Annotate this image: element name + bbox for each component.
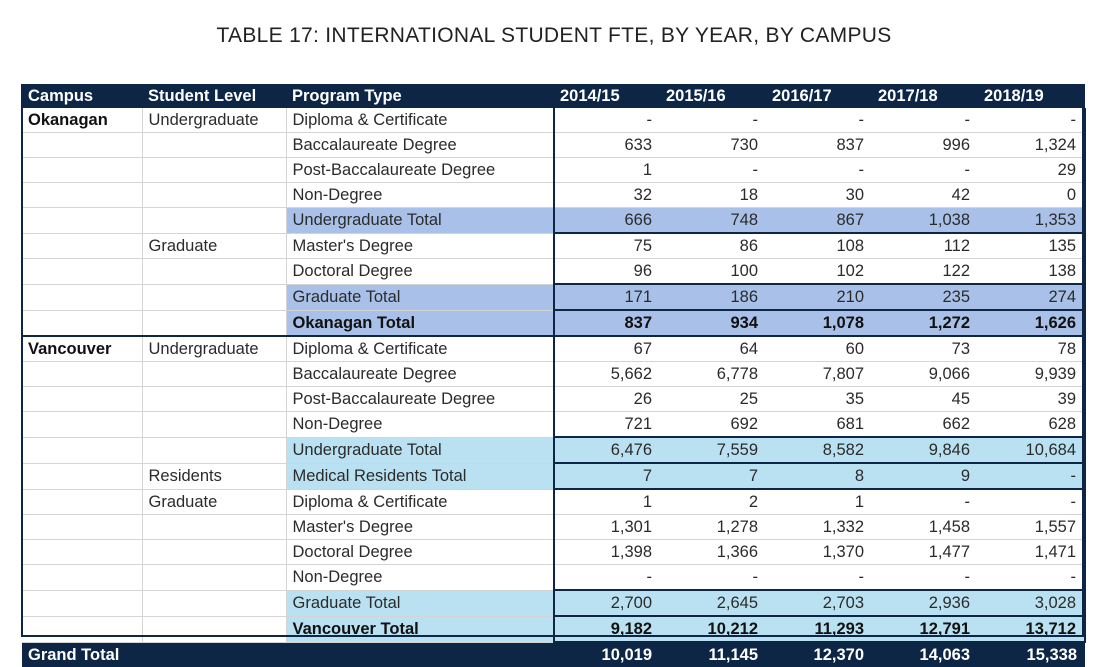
value-cell: 681 <box>766 412 872 438</box>
table-row <box>22 412 1085 438</box>
value-cell: 1,078 <box>766 310 872 336</box>
value-cell: 2,700 <box>554 590 660 616</box>
value-cell: 1,370 <box>766 540 872 565</box>
header-campus: Campus <box>22 84 142 108</box>
value-cell: 2,703 <box>766 590 872 616</box>
value-cell: 11,293 <box>766 616 872 642</box>
table-row <box>22 183 1085 208</box>
value-cell: 867 <box>766 208 872 234</box>
program-type-cell: Vancouver Total <box>286 616 554 642</box>
value-cell: 1,366 <box>660 540 766 565</box>
value-cell: - <box>978 565 1085 591</box>
campus-cell: Vancouver <box>22 336 142 362</box>
header-year: 2016/17 <box>766 84 872 108</box>
campus-cell <box>22 233 142 259</box>
value-cell: 96 <box>554 259 660 285</box>
value-cell: 7 <box>660 463 766 489</box>
value-cell: 75 <box>554 233 660 259</box>
campus-cell <box>22 183 142 208</box>
value-cell: 1,332 <box>766 515 872 540</box>
value-cell: 2,936 <box>872 590 978 616</box>
value-cell: 29 <box>978 158 1085 183</box>
student-level-cell <box>142 412 286 438</box>
program-type-cell: Post-Baccalaureate Degree <box>286 158 554 183</box>
value-cell: 692 <box>660 412 766 438</box>
value-cell: 86 <box>660 233 766 259</box>
value-cell: 666 <box>554 208 660 234</box>
student-level-cell <box>142 437 286 463</box>
table-row <box>22 208 1085 234</box>
value-cell: 9,066 <box>872 362 978 387</box>
value-cell: 1,301 <box>554 515 660 540</box>
table-row <box>22 387 1085 412</box>
program-type-cell: Non-Degree <box>286 565 554 591</box>
value-cell: 1,477 <box>872 540 978 565</box>
value-cell: 721 <box>554 412 660 438</box>
value-cell: 662 <box>872 412 978 438</box>
campus-cell <box>22 565 142 591</box>
value-cell: 3,028 <box>978 590 1085 616</box>
student-level-cell <box>142 183 286 208</box>
value-cell: 2 <box>660 489 766 515</box>
student-level-cell: Graduate <box>142 233 286 259</box>
value-cell: 1,353 <box>978 208 1085 234</box>
value-cell: 837 <box>554 310 660 336</box>
value-cell: 5,662 <box>554 362 660 387</box>
campus-cell: Okanagan <box>22 108 142 133</box>
table-row <box>22 158 1085 183</box>
value-cell: 1 <box>554 489 660 515</box>
program-type-cell: Post-Baccalaureate Degree <box>286 387 554 412</box>
student-level-cell: Undergraduate <box>142 336 286 362</box>
program-type-cell: Undergraduate Total <box>286 437 554 463</box>
student-level-cell <box>142 259 286 285</box>
value-cell: 1,278 <box>660 515 766 540</box>
value-cell: 210 <box>766 284 872 310</box>
value-cell: 35 <box>766 387 872 412</box>
program-type-cell: Doctoral Degree <box>286 259 554 285</box>
campus-cell <box>22 362 142 387</box>
value-cell: 60 <box>766 336 872 362</box>
table-row <box>22 233 1085 259</box>
value-cell: 18 <box>660 183 766 208</box>
student-level-cell: Graduate <box>142 489 286 515</box>
value-cell: 9,182 <box>554 616 660 642</box>
student-level-cell <box>142 540 286 565</box>
header-row <box>22 84 1085 108</box>
value-cell: 45 <box>872 387 978 412</box>
student-level-cell <box>142 284 286 310</box>
student-level-cell: Undergraduate <box>142 108 286 133</box>
grand-total-value: 12,370 <box>766 642 872 667</box>
table-row <box>22 284 1085 310</box>
value-cell: 1 <box>554 158 660 183</box>
value-cell: 6,778 <box>660 362 766 387</box>
student-level-cell: Residents <box>142 463 286 489</box>
value-cell: - <box>554 565 660 591</box>
value-cell: 837 <box>766 133 872 158</box>
grand-total-value: 11,145 <box>660 642 766 667</box>
program-type-cell: Graduate Total <box>286 284 554 310</box>
value-cell: 12,791 <box>872 616 978 642</box>
value-cell: 13,712 <box>978 616 1085 642</box>
value-cell: - <box>872 108 978 133</box>
program-type-cell: Graduate Total <box>286 590 554 616</box>
value-cell: 135 <box>978 233 1085 259</box>
value-cell: - <box>978 108 1085 133</box>
program-type-cell: Diploma & Certificate <box>286 489 554 515</box>
value-cell: 138 <box>978 259 1085 285</box>
program-type-cell: Okanagan Total <box>286 310 554 336</box>
value-cell: 102 <box>766 259 872 285</box>
value-cell: - <box>978 489 1085 515</box>
value-cell: 73 <box>872 336 978 362</box>
value-cell: 274 <box>978 284 1085 310</box>
campus-cell <box>22 463 142 489</box>
value-cell: 628 <box>978 412 1085 438</box>
header-year: 2018/19 <box>978 84 1085 108</box>
value-cell: 10,684 <box>978 437 1085 463</box>
program-type-cell: Baccalaureate Degree <box>286 133 554 158</box>
table-row <box>22 108 1085 133</box>
value-cell: 9,846 <box>872 437 978 463</box>
grand-total-value: 10,019 <box>554 642 660 667</box>
student-level-cell <box>142 515 286 540</box>
value-cell: 26 <box>554 387 660 412</box>
student-level-cell <box>142 310 286 336</box>
value-cell: 7,559 <box>660 437 766 463</box>
campus-cell <box>22 158 142 183</box>
program-type-cell: Non-Degree <box>286 183 554 208</box>
table-row <box>22 540 1085 565</box>
value-cell: 0 <box>978 183 1085 208</box>
program-type-cell: Diploma & Certificate <box>286 108 554 133</box>
table-row <box>22 336 1085 362</box>
table-row <box>22 463 1085 489</box>
value-cell: - <box>660 108 766 133</box>
student-level-cell <box>142 590 286 616</box>
header-program-type: Program Type <box>286 84 554 108</box>
table-title: TABLE 17: INTERNATIONAL STUDENT FTE, BY YEAR, BY CAMPUS <box>216 24 892 47</box>
value-cell: - <box>554 108 660 133</box>
student-level-cell <box>142 387 286 412</box>
campus-cell <box>22 590 142 616</box>
value-cell: 1,272 <box>872 310 978 336</box>
value-cell: 39 <box>978 387 1085 412</box>
program-type-cell: Medical Residents Total <box>286 463 554 489</box>
campus-cell <box>22 412 142 438</box>
value-cell: 42 <box>872 183 978 208</box>
value-cell: 235 <box>872 284 978 310</box>
program-type-cell: Master's Degree <box>286 515 554 540</box>
value-cell: - <box>978 463 1085 489</box>
value-cell: - <box>872 158 978 183</box>
value-cell: 7 <box>554 463 660 489</box>
value-cell: 67 <box>554 336 660 362</box>
value-cell: - <box>766 158 872 183</box>
value-cell: 9 <box>872 463 978 489</box>
value-cell: 1,398 <box>554 540 660 565</box>
campus-cell <box>22 515 142 540</box>
table-row <box>22 515 1085 540</box>
student-level-cell <box>142 133 286 158</box>
value-cell: - <box>766 108 872 133</box>
value-cell: 6,476 <box>554 437 660 463</box>
campus-cell <box>22 133 142 158</box>
grand-total-label: Grand Total <box>22 642 554 667</box>
value-cell: - <box>872 565 978 591</box>
value-cell: 1,324 <box>978 133 1085 158</box>
value-cell: 112 <box>872 233 978 259</box>
campus-cell <box>22 310 142 336</box>
table-row <box>22 565 1085 591</box>
value-cell: - <box>872 489 978 515</box>
value-cell: - <box>660 565 766 591</box>
program-type-cell: Baccalaureate Degree <box>286 362 554 387</box>
value-cell: 1,038 <box>872 208 978 234</box>
student-level-cell <box>142 158 286 183</box>
campus-cell <box>22 489 142 515</box>
grand-total-value: 14,063 <box>872 642 978 667</box>
value-cell: - <box>766 565 872 591</box>
header-student-level: Student Level <box>142 84 286 108</box>
header-year: 2017/18 <box>872 84 978 108</box>
campus-cell <box>22 259 142 285</box>
value-cell: 1 <box>766 489 872 515</box>
value-cell: 1,557 <box>978 515 1085 540</box>
table-row <box>22 616 1085 642</box>
student-level-cell <box>142 565 286 591</box>
table-row <box>22 259 1085 285</box>
value-cell: 1,458 <box>872 515 978 540</box>
table-row <box>22 133 1085 158</box>
value-cell: 32 <box>554 183 660 208</box>
campus-cell <box>22 437 142 463</box>
table-row <box>22 590 1085 616</box>
value-cell: 633 <box>554 133 660 158</box>
value-cell: 7,807 <box>766 362 872 387</box>
value-cell: 186 <box>660 284 766 310</box>
value-cell: 64 <box>660 336 766 362</box>
value-cell: 25 <box>660 387 766 412</box>
value-cell: 748 <box>660 208 766 234</box>
value-cell: 1,626 <box>978 310 1085 336</box>
campus-cell <box>22 387 142 412</box>
campus-cell <box>22 540 142 565</box>
program-type-cell: Undergraduate Total <box>286 208 554 234</box>
value-cell: 9,939 <box>978 362 1085 387</box>
value-cell: 996 <box>872 133 978 158</box>
value-cell: 100 <box>660 259 766 285</box>
value-cell: 171 <box>554 284 660 310</box>
value-cell: 122 <box>872 259 978 285</box>
campus-cell <box>22 284 142 310</box>
table-row <box>22 362 1085 387</box>
campus-cell <box>22 616 142 642</box>
program-type-cell: Master's Degree <box>286 233 554 259</box>
program-type-cell: Non-Degree <box>286 412 554 438</box>
value-cell: - <box>660 158 766 183</box>
student-level-cell <box>142 616 286 642</box>
table-row <box>22 310 1085 336</box>
value-cell: 8 <box>766 463 872 489</box>
header-year: 2014/15 <box>554 84 660 108</box>
student-level-cell <box>142 208 286 234</box>
value-cell: 8,582 <box>766 437 872 463</box>
program-type-cell: Diploma & Certificate <box>286 336 554 362</box>
value-cell: 30 <box>766 183 872 208</box>
value-cell: 10,212 <box>660 616 766 642</box>
value-cell: 78 <box>978 336 1085 362</box>
table-row <box>22 437 1085 463</box>
value-cell: 934 <box>660 310 766 336</box>
table-row <box>22 489 1085 515</box>
grand-total-row <box>22 642 1085 667</box>
value-cell: 730 <box>660 133 766 158</box>
value-cell: 108 <box>766 233 872 259</box>
value-cell: 1,471 <box>978 540 1085 565</box>
value-cell: 2,645 <box>660 590 766 616</box>
student-level-cell <box>142 362 286 387</box>
header-year: 2015/16 <box>660 84 766 108</box>
grand-total-value: 15,338 <box>978 642 1085 667</box>
campus-cell <box>22 208 142 234</box>
program-type-cell: Doctoral Degree <box>286 540 554 565</box>
fte-table <box>22 84 1086 667</box>
